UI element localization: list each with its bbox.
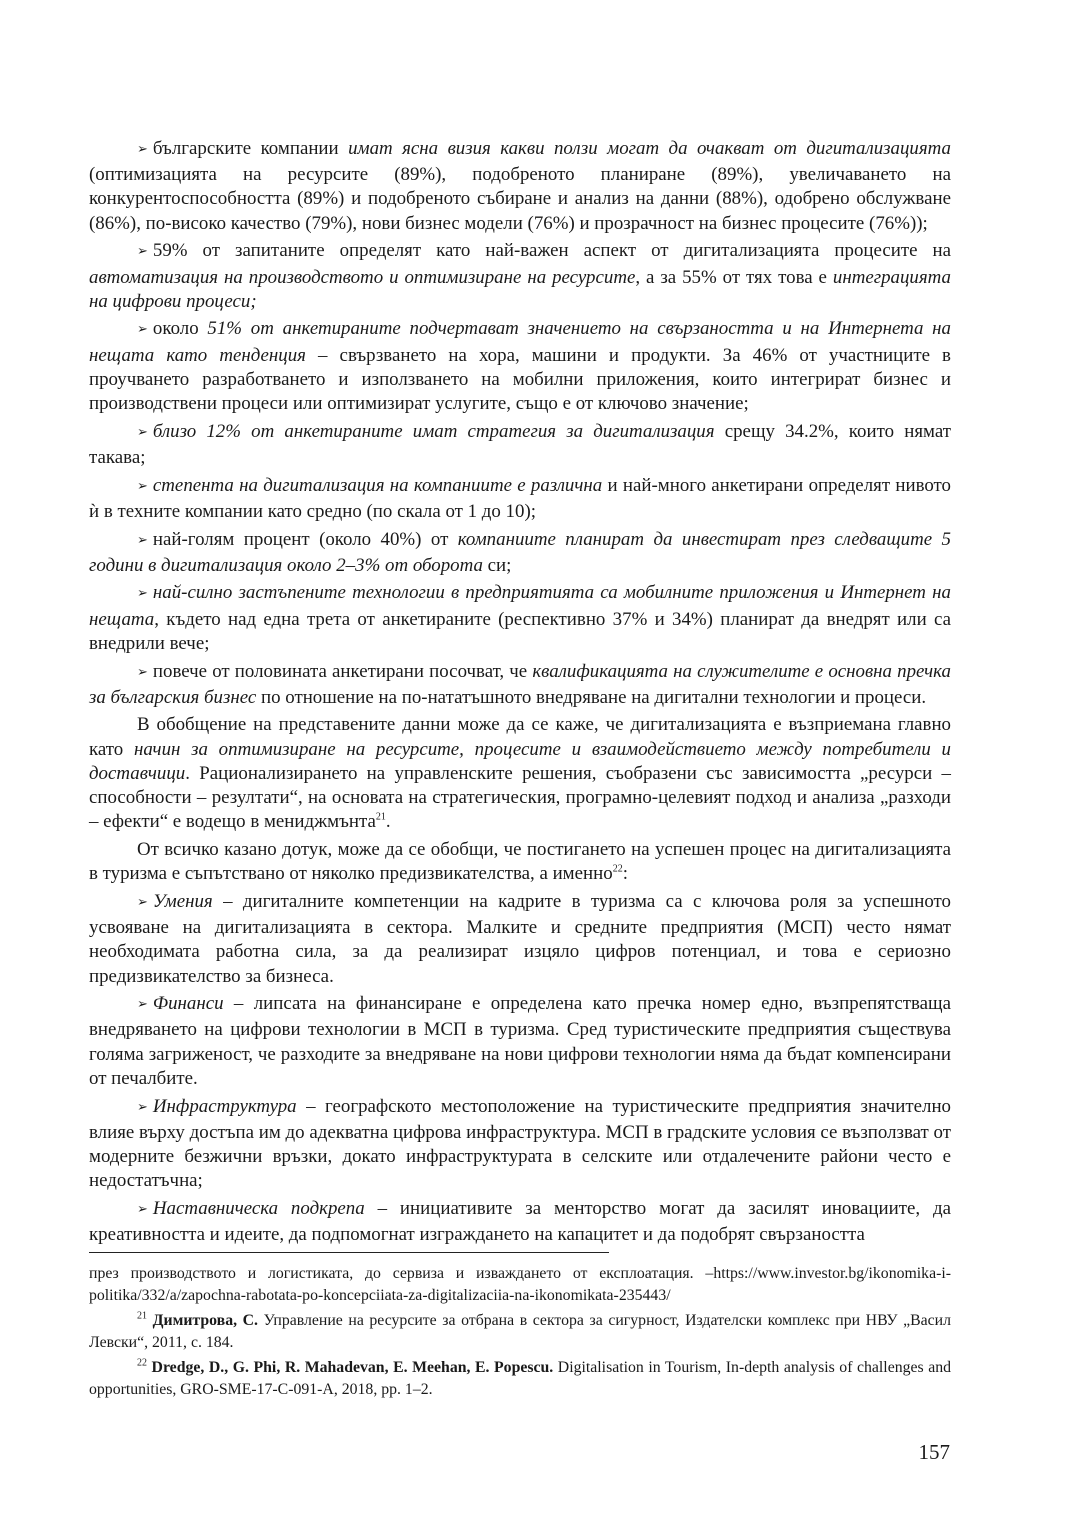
main-text — [89, 137, 951, 1251]
arrow-bullet-icon: ➢ — [137, 997, 148, 1013]
arrow-bullet-icon: ➢ — [137, 664, 148, 680]
bullet-paragraph: ➢ повече от половината анкетирани посочват, че квалификацията на служителите е основна пречка за българския бизнес по отношение на по-нататъшното внедряване на дигитални технологии и процеси. — [89, 660, 951, 708]
page-number: 157 — [918, 1440, 950, 1464]
arrow-bullet-icon: ➢ — [137, 1099, 148, 1115]
summary-paragraph: В обобщение на представените данни може да се каже, че дигитализацията е възприемана главно като начин за оптимизиране на ресурсите, процесите и взаимодействието между потребители и доставчици. Рационализирането на управленските решения, съобразени със зависимостта „ресурси – способности – резултати“, на основата на стратегическия, програмно-целевият подход и анализа „разходи – ефекти“ е водещо в мениджмънта$^{21}$. — [89, 714, 951, 833]
challenges-intro-paragraph: От всичко казано дотук, може да се обобщи, че постигането на успешен процес на дигитализацията в туризма е съпътствано от няколко предизвикателства, а именно$^{22}$: — [89, 838, 951, 885]
arrow-bullet-icon: ➢ — [137, 586, 148, 602]
footnote-continuation: през производството и логистиката, до сервиза и изваждането от експлоатация. –https://www.investor.bg/ikonomika-i-politika/332/a/zapochna-rabotata-po-koncepciiata-za-digitalizaciia-na-ikonomikata-235443/ — [89, 1265, 951, 1305]
arrow-bullet-icon: ➢ — [137, 1201, 148, 1217]
arrow-bullet-icon: ➢ — [137, 424, 148, 440]
bullet-paragraph: ➢ най-силно застъпените технологии в предприятията са мобилните приложения и Интернет на нещата, където над една трета от анкетираните (респективно 37% и 34%) планират да внедрят или са внедрили вече; — [89, 582, 951, 654]
arrow-bullet-icon: ➢ — [137, 244, 148, 260]
footnote-ref-21: 21 — [375, 811, 386, 823]
bullet-paragraph: ➢ степента на дигитализация на компаниите е различна и най-много анкетирани определят нивото ѝ в техните компании като средно (по скала от 1 до 10); — [89, 474, 952, 522]
arrow-bullet-icon: ➢ — [137, 894, 148, 910]
footnote-21: $^{21}$ Димитрова, С. Управление на ресурсите за отбрана в сектора за сигурност, Издателски комплекс при НВУ „Васил Левски“, 2011, с. 184. — [89, 1310, 952, 1352]
arrow-bullet-icon: ➢ — [137, 322, 148, 338]
footnotes — [89, 1263, 951, 1403]
footnote-ref-22: 22 — [612, 863, 623, 875]
bullet-paragraph: ➢ най-голям процент (около 40%) от компаниите планират да инвестират през следващите 5 години в дигитализация около 2–3% от оборота си; — [89, 528, 951, 576]
challenge-paragraph: ➢ Финанси – липсата на финансиране е определена като пречка номер едно, възпрепятстваща внедряването на цифрови технологии в МСП в туризма. Сред туристическите предприятия съществува голяма загриженост, че разходите за внедряване на нови цифрови технологии няма да бъдат компенсирани от печалбите. — [89, 993, 951, 1089]
arrow-bullet-icon: ➢ — [137, 478, 148, 494]
footnote-22: $^{22}$ Dredge, D., G. Phi, R. Mahadevan, E. Meehan, E. Popescu. Digitalisation in Tourism, In-depth analysis of challenges and opportunities, GRO-SME-17-C-091-A, 2018, pp. 1–2. — [89, 1357, 952, 1399]
bullet-paragraph: ➢ българските компании имат ясна визия какви ползи могат да очакват от дигитализацията (оптимизацията на ресурсите (89%), подобреното планиране (89%), увеличаването на конкурентоспособността (89%) и подобреното събиране и анализ на данни (88%), одобрено обслужване (86%), по-високо качество (79%), нови бизнес модели (76%) и прозрачност на бизнес процесите (76%)); — [89, 138, 951, 234]
arrow-bullet-icon: ➢ — [137, 142, 148, 157]
bullet-paragraph: ➢ близо 12% от анкетираните имат стратегия за дигитализация срещу 34.2%, които нямат такава; — [89, 420, 951, 468]
bullet-paragraph: ➢ 59% от запитаните определят като най-важен аспект от дигитализацията процесите на автоматизация на производството и оптимизиране на ресурсите, а за 55% от тях това е интеграцията на цифрови процеси; — [89, 240, 951, 312]
bullet-paragraph: ➢ около 51% от анкетираните подчертават значението на свързаността и на Интернета на нещата като тенденция – свързването на хора, машини и продукти. За 46% от участниците в проучването разработването и използването на мобилни приложения, които интегрират бизнес и производствени процеси или оптимизират услугите, също е от ключово значение; — [89, 318, 951, 415]
challenge-paragraph: ➢ Наставническа подкрепа – инициативите за менторство могат да засилят иновациите, да креативността и идеите, да подпомогнат изграждането на капацитет и да подобрят свързаността — [89, 1197, 952, 1246]
arrow-bullet-icon: ➢ — [137, 532, 148, 548]
footnote-divider — [89, 1252, 609, 1253]
challenge-paragraph: ➢ Умения – дигиталните компетенции на кадрите в туризма са с ключова роля за успешното усвояване на дигитализацията в сектора. Малките и средните предприятия (МСП) често нямат необходимата работна сила, за да реализират изцяло цифров потенциал, и това е сериозно предизвикателство за бизнеса. — [89, 890, 951, 987]
challenge-paragraph: ➢ Инфраструктура – географското местоположение на туристическите предприятия значително влияе върху достъпа им до адекватна цифрова инфраструктура. МСП в градските условия се възползват от модерните безжични връзки, докато инфраструктурата в селските или отдалечените райони често е недостатъчна; — [89, 1095, 951, 1192]
